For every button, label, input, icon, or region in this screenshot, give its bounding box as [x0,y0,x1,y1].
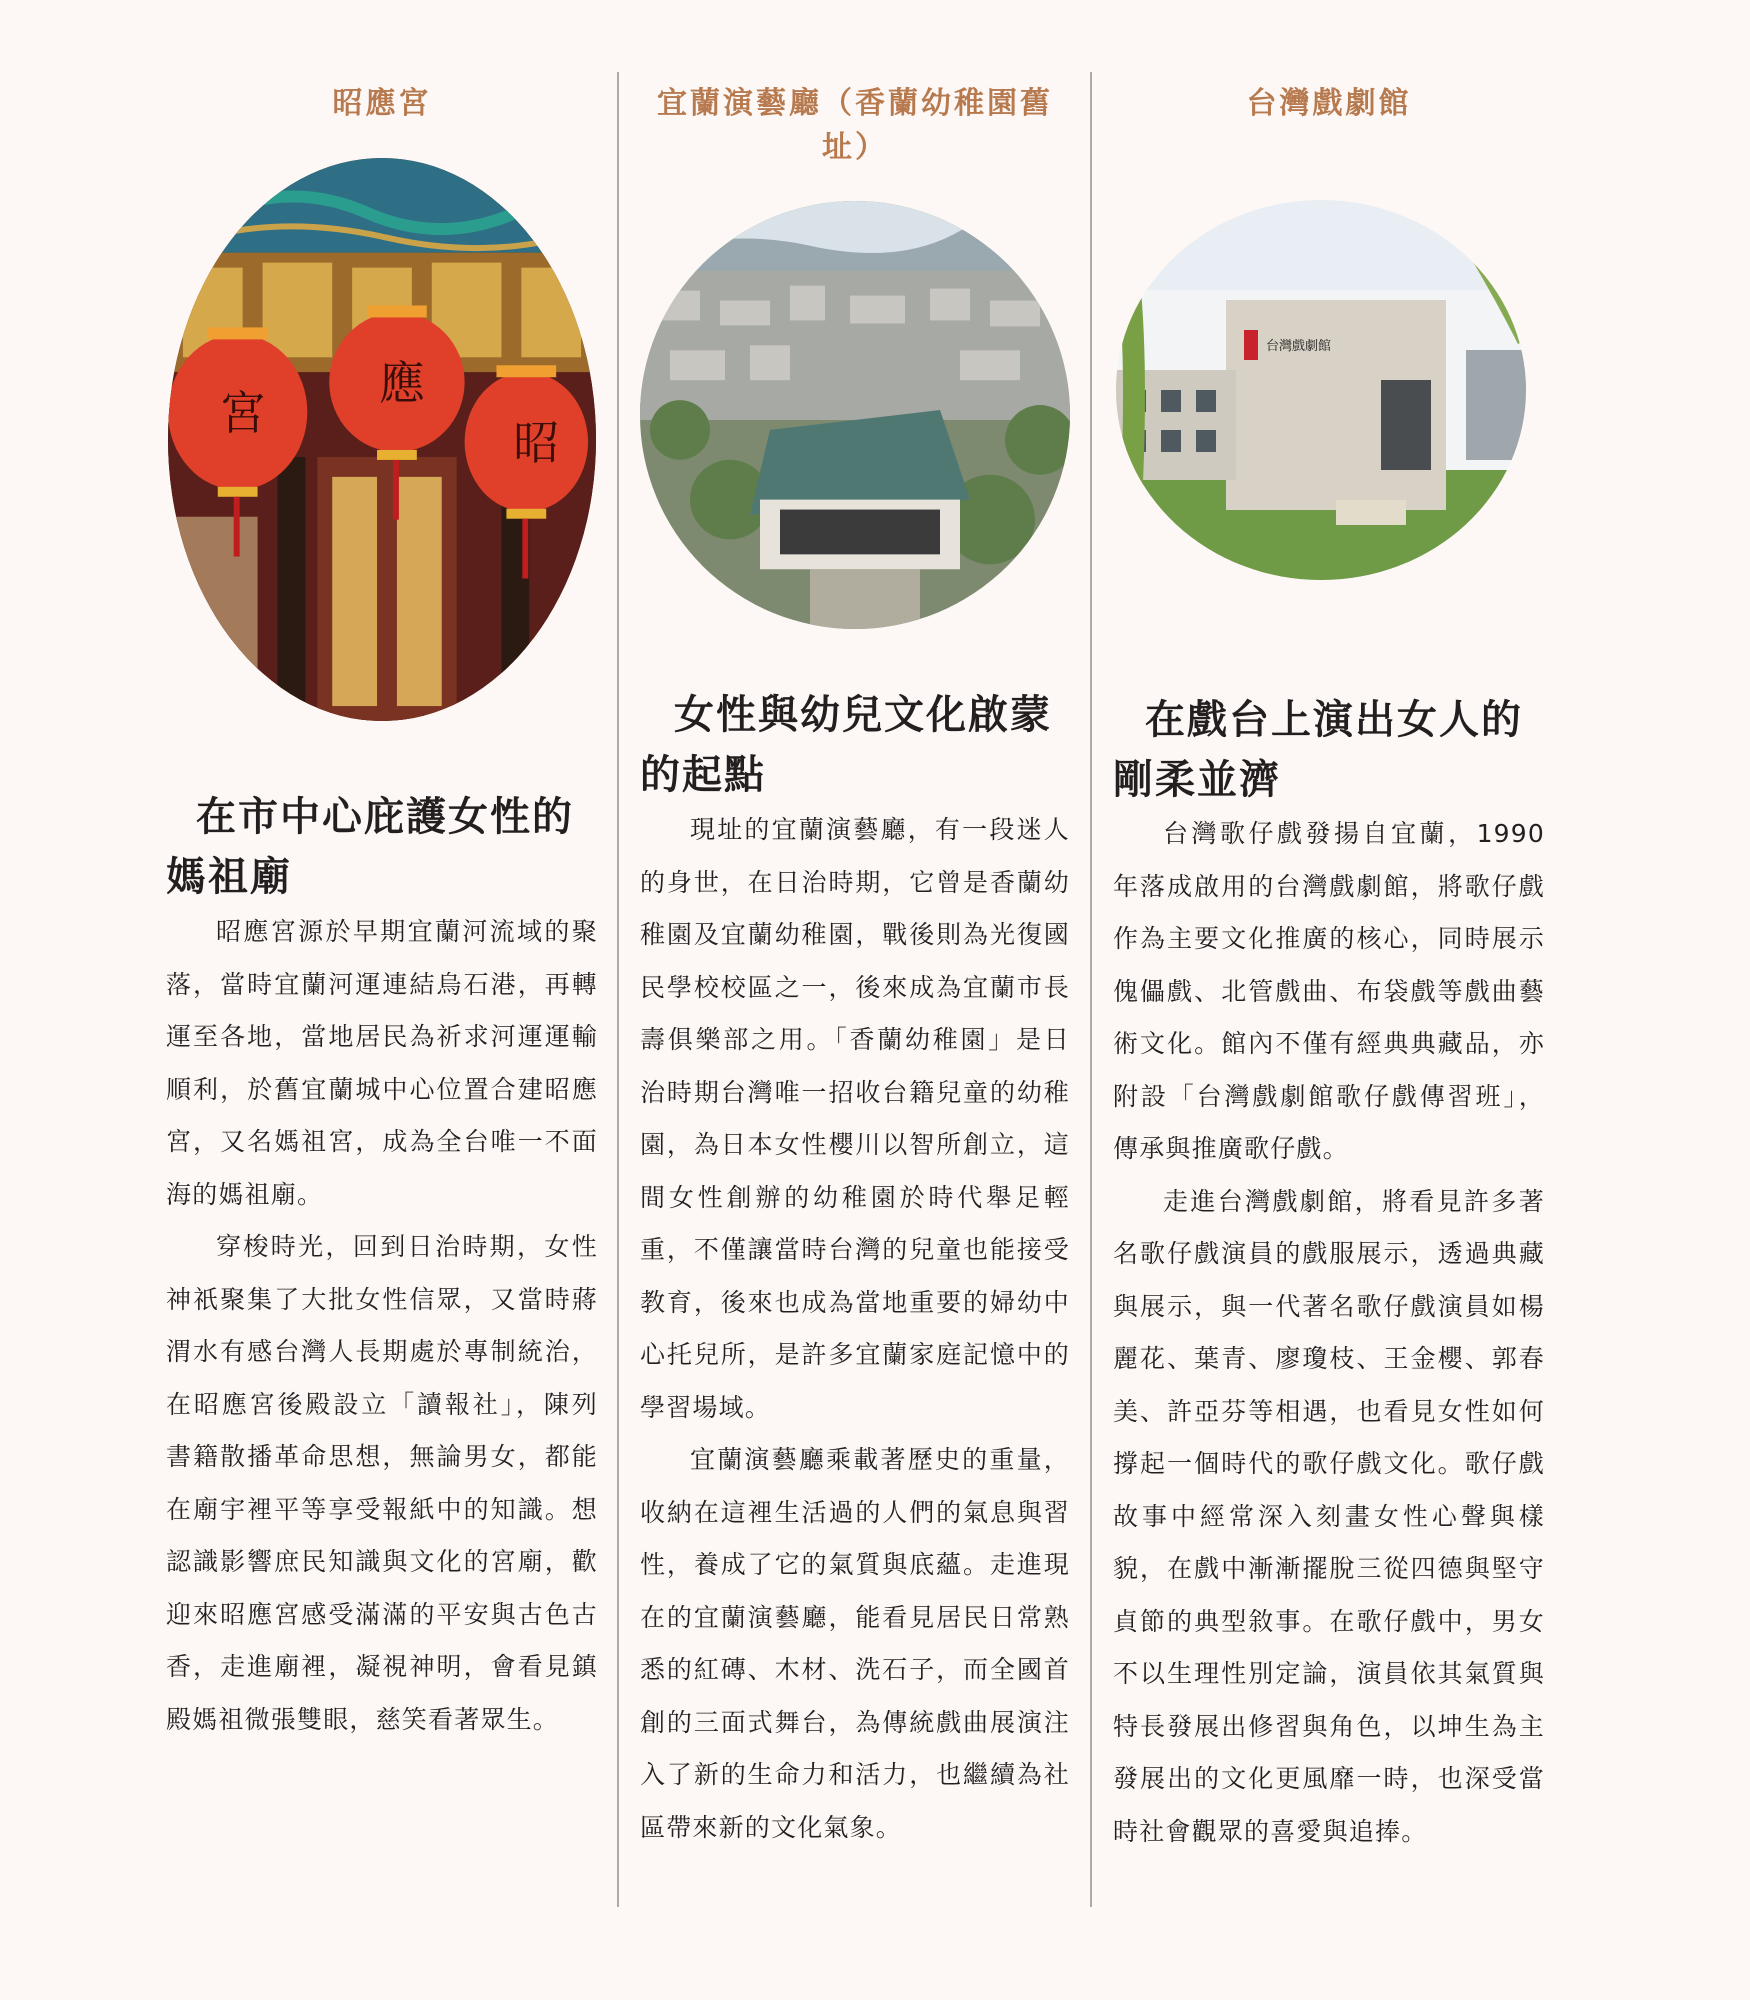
place-name: 台灣戲劇館 [1246,86,1412,121]
article-body [1113,808,1545,1858]
temple-illustration [168,158,596,721]
column-divider [1090,72,1092,1907]
column-taiwan-theater-museum [1113,0,1545,2000]
place-name: 宜蘭演藝廳（香蘭幼稚園舊址） [657,86,1053,165]
theater-building-photo [1116,200,1526,580]
lantern-character: 宮 [219,386,266,441]
article-heading: 女性與幼兒文化啟蒙的起點 [640,692,1052,798]
temple-lanterns-photo [168,158,596,721]
lantern-character: 昭 [513,415,560,470]
paragraph: 穿梭時光，回到日治時期，女性神祇聚集了大批女性信眾，又當時蔣渭水有感台灣人長期處於專制統治，在昭應宮後殿設立「讀報社」，陳列書籍散播革命思想，無論男女，都能在廟宇裡平等享受報紙中的知識。想認識影響庶民知識與文化的宮廟，歡迎來昭應宮感受滿滿的平安與古色古香，走進廟裡，凝視神明，會看見鎮殿媽祖微張雙眼，慈笑看著眾生。 [166,1232,598,1734]
place-name: 昭應宮 [332,86,432,121]
article-body [166,906,598,1746]
paragraph: 現址的宜蘭演藝廳，有一段迷人的身世，在日治時期，它曾是香蘭幼稚園及宜蘭幼稚園，戰後則為光復國民學校校區之一，後來成為宜蘭市長壽俱樂部之用。「香蘭幼稚園」是日治時期台灣唯一招收台籍兒童的幼稚園，為日本女性櫻川以智所創立，這間女性創辦的幼稚園於時代舉足輕重，不僅讓當時台灣的兒童也能接受教育，後來也成為當地重要的婦幼中心托兒所，是許多宜蘭家庭記憶中的學習場域。 [640,815,1070,1422]
column-divider [617,72,619,1907]
article-heading: 在戲台上演出女人的剛柔並濟 [1113,697,1523,803]
column-zhaoying-temple [166,0,598,2000]
paragraph: 昭應宮源於早期宜蘭河流域的聚落，當時宜蘭河運連結烏石港，再轉運至各地，當地居民為祈求河運運輸順利，於舊宜蘭城中心位置合建昭應宮，又名媽祖宮，成為全台唯一不面海的媽祖廟。 [166,917,598,1209]
paragraph: 宜蘭演藝廳乘載著歷史的重量，收納在這裡生活過的人們的氣息與習性，養成了它的氣質與底蘊。走進現在的宜蘭演藝廳，能看見居民日常熟悉的紅磚、木材、洗石子，而全國首創的三面式舞台，為傳統戲曲展演注入了新的生命力和活力，也繼續為社區帶來新的文化氣象。 [640,1445,1070,1842]
city-illustration [640,201,1070,629]
city-aerial-photo [640,201,1070,629]
paragraph: 台灣歌仔戲發揚自宜蘭，1990年落成啟用的台灣戲劇館，將歌仔戲作為主要文化推廣的核心，同時展示傀儡戲、北管戲曲、布袋戲等戲曲藝術文化。館內不僅有經典典藏品，亦附設「台灣戲劇館歌仔戲傳習班」，傳承與推廣歌仔戲。 [1113,819,1545,1163]
column-yilan-performance-hall [640,0,1070,2000]
lantern-character: 應 [379,356,425,411]
article-body [640,804,1070,1854]
paragraph: 走進台灣戲劇館，將看見許多著名歌仔戲演員的戲服展示，透過典藏與展示，與一代著名歌仔戲演員如楊麗花、葉青、廖瓊枝、王金櫻、郭春美、許亞芬等相遇，也看見女性如何撐起一個時代的歌仔戲文化。歌仔戲故事中經常深入刻畫女性心聲與樣貌，在戲中漸漸擺脫三從四德與堅守貞節的典型敘事。在歌仔戲中，男女不以生理性別定論，演員依其氣質與特長發展出修習與角色，以坤生為主發展出的文化更風靡一時，也深受當時社會觀眾的喜愛與追捧。 [1113,1186,1545,1846]
theater-illustration [1116,200,1526,580]
article-heading: 在市中心庇護女性的媽祖廟 [166,794,574,900]
theater-sign: 台灣戲劇館 [1266,339,1332,354]
